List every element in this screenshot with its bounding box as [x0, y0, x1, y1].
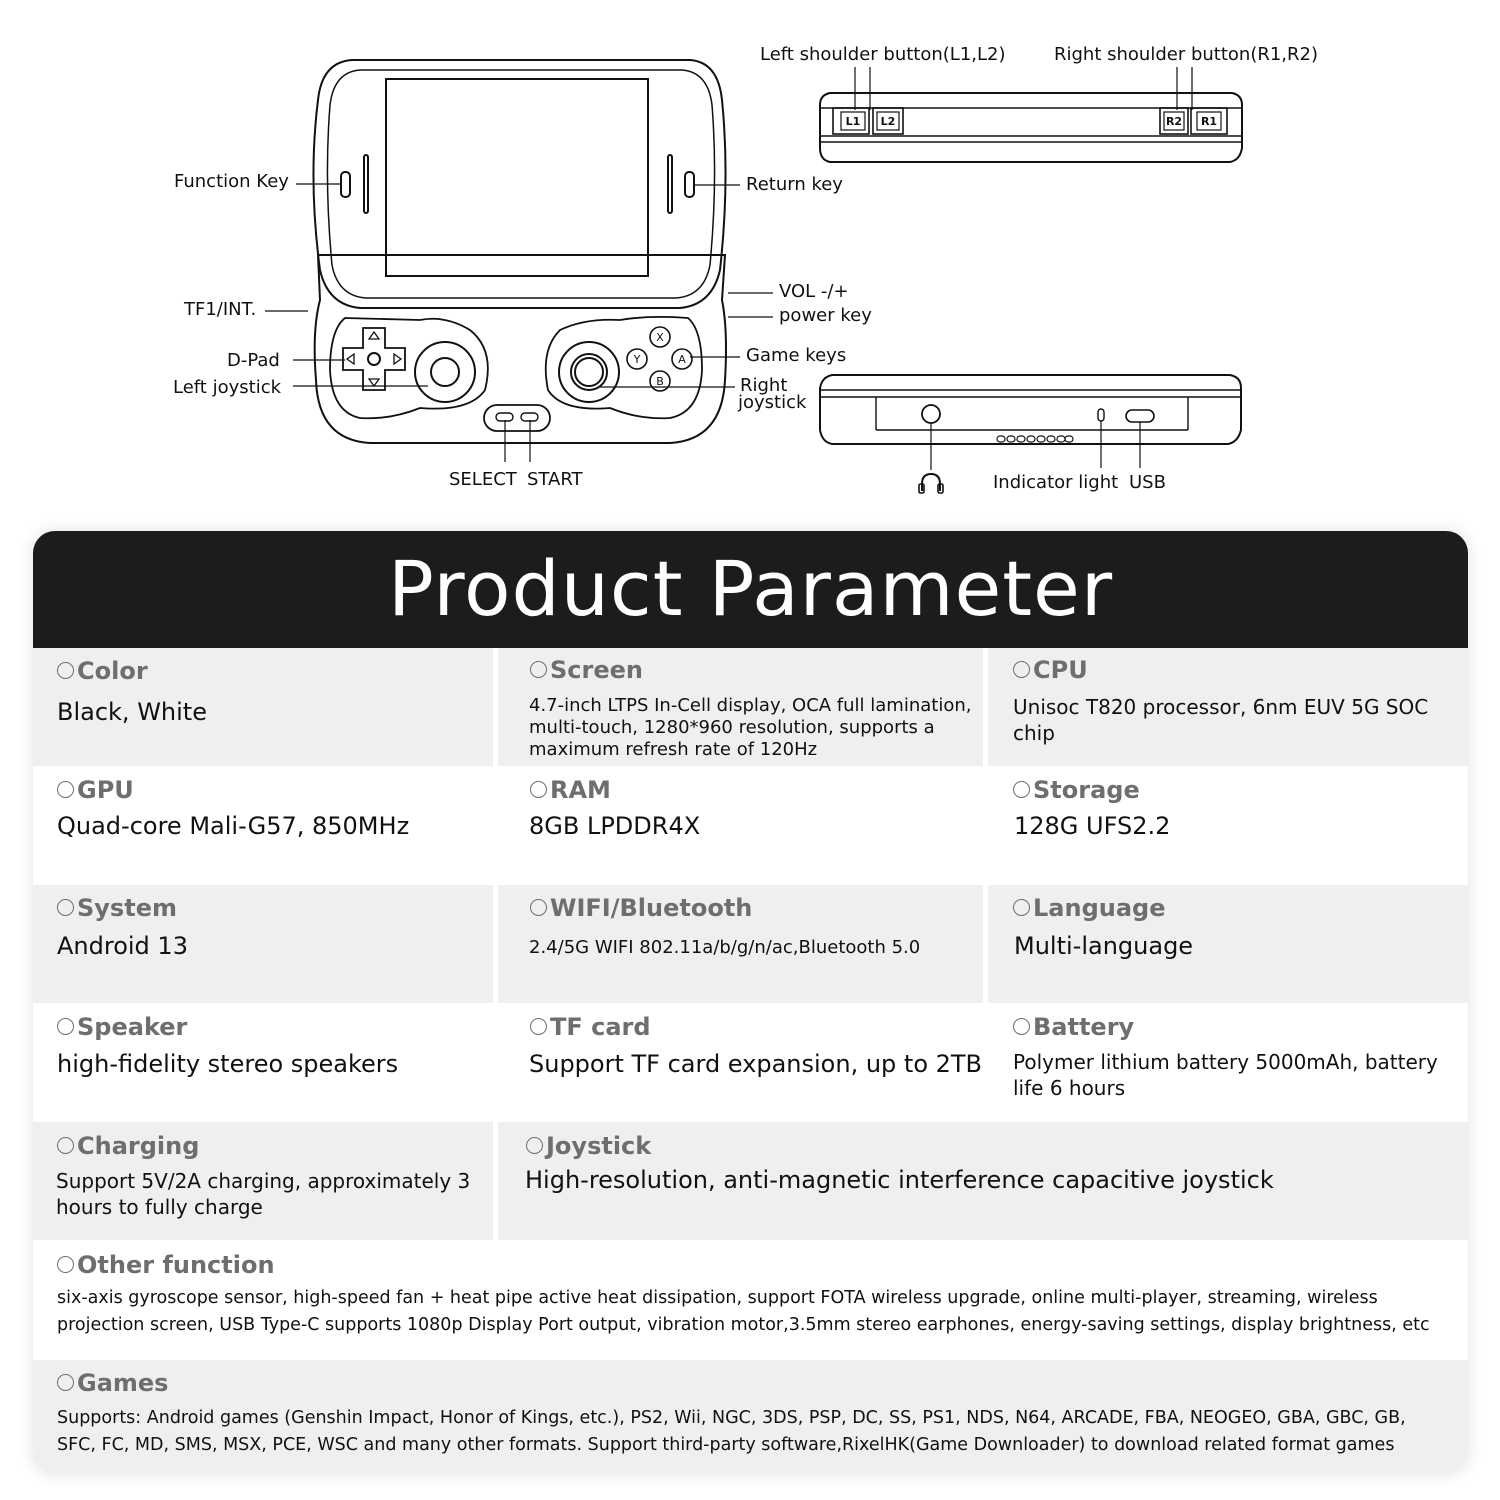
label-function-key: Function Key: [174, 171, 289, 192]
param-title-ram: RAM: [530, 776, 611, 804]
param-value-ram: 8GB LPDDR4X: [529, 812, 701, 840]
param-title-language: Language: [1013, 894, 1166, 922]
param-title-games: Games: [57, 1369, 168, 1397]
label-start: START: [527, 469, 583, 490]
param-value-other: six-axis gyroscope sensor, high-speed fan + heat pipe active heat dissipation, support FOTA wireless upgrade, online multi-player, streaming, wireless projection screen, USB Type-C supports 1080p Display Port output, vibration motor,3.5mm stereo earphones, energy-saving settings, display brightness, etc: [57, 1288, 1430, 1335]
param-value-wifi: 2.4/5G WIFI 802.11a/b/g/n/ac,Bluetooth 5.0: [529, 937, 921, 958]
label-tf1-int: TF1/INT.: [184, 299, 257, 320]
param-title-other: Other function: [57, 1251, 275, 1279]
label-right-shoulder: Right shoulder button(R1,R2): [1054, 44, 1319, 65]
device-line-drawing: [0, 0, 1500, 520]
param-value-system: Android 13: [57, 932, 188, 960]
param-value-storage: 128G UFS2.2: [1014, 812, 1171, 840]
b-button: B: [656, 375, 664, 388]
x-button: X: [656, 331, 664, 344]
param-title-joystick: Joystick: [526, 1132, 651, 1160]
param-value-tfcard: Support TF card expansion, up to 2TB: [529, 1050, 983, 1078]
param-value-gpu: Quad-core Mali-G57, 850MHz: [57, 812, 410, 840]
dpad-shape: [343, 328, 405, 390]
param-value-speaker: high-fidelity stereo speakers: [57, 1050, 399, 1078]
l1-button: L1: [845, 115, 861, 128]
param-title-gpu: GPU: [57, 776, 134, 804]
r2-button: R2: [1165, 115, 1183, 128]
param-value-games: Supports: Android games (Genshin Impact, Honor of Kings, etc.), PS2, Wii, NGC, 3DS, PSP, DC, SS, PS1, NDS, N64, ARCADE, FBA, NEOGEO, GBA, GBC, GB, SFC, FC, MD, SMS, MSX, PCE, WSC and many other formats. Support third-party software,RixelHK(Game Downloader) to download related format games: [57, 1408, 1406, 1455]
device-lower-body: [315, 255, 726, 443]
param-title-wifi: WIFI/Bluetooth: [530, 894, 752, 922]
param-title-battery: Battery: [1013, 1013, 1134, 1041]
panel-header: [33, 531, 1468, 648]
label-select: SELECT: [449, 469, 517, 490]
param-value-screen: 4.7-inch LTPS In-Cell display, OCA full lamination, multi-touch, 1280*960 resolution, supports a maximum refresh rate of 120Hz: [529, 695, 972, 760]
label-right-joystick-2: joystick: [738, 392, 807, 413]
label-indicator-light: Indicator light: [993, 472, 1119, 493]
param-value-language: Multi-language: [1014, 932, 1194, 960]
product-parameter-panel: [33, 531, 1468, 1474]
param-title-charging: Charging: [57, 1132, 199, 1160]
usb-port: [1126, 410, 1154, 422]
param-title-system: System: [57, 894, 177, 922]
param-value-color: Black, White: [57, 698, 207, 726]
label-vol: VOL -/+: [779, 281, 849, 302]
label-left-shoulder: Left shoulder button(L1,L2): [760, 44, 1006, 65]
device-slider-top: [313, 60, 725, 308]
l2-button: L2: [880, 115, 896, 128]
label-power-key: power key: [779, 305, 872, 326]
param-value-battery: Polymer lithium battery 5000mAh, battery life 6 hours: [1013, 1050, 1438, 1100]
function-key-shape: [341, 172, 350, 197]
param-title-storage: Storage: [1013, 776, 1140, 804]
device-diagram: [0, 0, 1500, 520]
param-title-screen: Screen: [530, 656, 643, 684]
label-return-key: Return key: [746, 174, 843, 195]
headphone-jack: [922, 405, 940, 423]
return-key-shape: [685, 172, 694, 197]
label-left-joystick: Left joystick: [173, 377, 282, 398]
indicator-light-shape: [1098, 409, 1104, 421]
y-button: Y: [633, 353, 641, 366]
param-title-speaker: Speaker: [57, 1013, 187, 1041]
param-title-cpu: CPU: [1013, 656, 1088, 684]
param-title-color: Color: [57, 657, 148, 685]
r1-button: R1: [1200, 115, 1218, 128]
param-value-cpu: Unisoc T820 processor, 6nm EUV 5G SOC chip: [1013, 695, 1429, 745]
device-screen: [386, 79, 648, 276]
param-value-charging: Support 5V/2A charging, approximately 3 hours to fully charge: [56, 1169, 471, 1219]
panel-title: Product Parameter: [387, 544, 1114, 633]
device-bottom-view: [820, 375, 1241, 444]
right-joystick-shape: [559, 342, 619, 402]
label-game-keys: Game keys: [746, 345, 847, 366]
param-value-joystick: High-resolution, anti-magnetic interference capacitive joystick: [525, 1166, 1274, 1194]
label-usb: USB: [1129, 472, 1166, 493]
label-right-joystick-1: Right: [740, 375, 788, 396]
label-dpad: D-Pad: [227, 350, 280, 371]
param-title-tfcard: TF card: [530, 1013, 651, 1041]
left-joystick-shape: [415, 342, 475, 402]
a-button: A: [678, 353, 686, 366]
